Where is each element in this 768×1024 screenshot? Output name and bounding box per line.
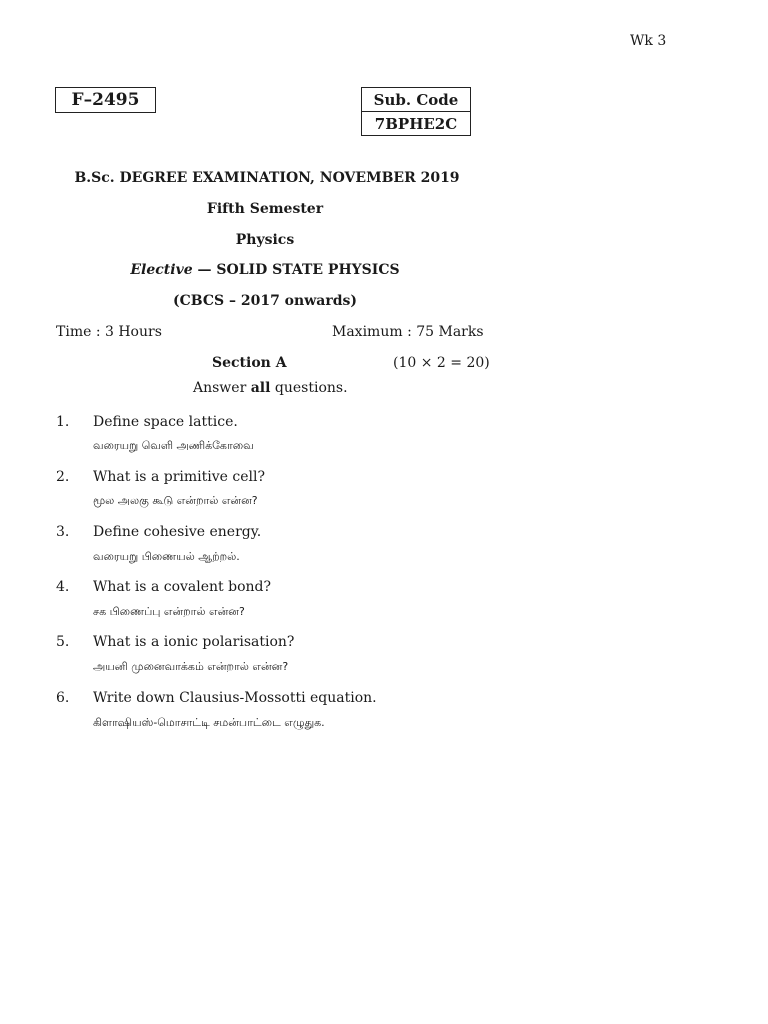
elective-title [55, 262, 475, 278]
question-number: 4. [56, 579, 70, 595]
question-english: What is a primitive cell? [93, 469, 265, 485]
scheme: (CBCS – 2017 onwards) [172, 293, 357, 309]
question-english: Define cohesive energy. [93, 524, 262, 540]
instruction-post: questions. [270, 380, 348, 396]
question-number: 6. [56, 690, 70, 706]
instruction-pre: Answer [193, 380, 251, 396]
elective-name: — SOLID STATE PHYSICS [192, 262, 400, 278]
question-tamil: கிளாஷியஸ்-மொசாட்டி சமன்பாட்டை எழுதுக. [93, 716, 325, 729]
exam-title: B.Sc. DEGREE EXAMINATION, NOVEMBER 2019 [74, 170, 460, 186]
section-heading: Section A [212, 355, 287, 371]
question-english: Write down Clausius-Mossotti equation. [93, 690, 377, 706]
subject-code-table [361, 87, 471, 136]
sub-code-value: 7BPHE2C [362, 111, 470, 135]
question-number: 3. [56, 524, 70, 540]
page-tag: Wk 3 [630, 33, 667, 49]
paper-code: F–2495 [71, 90, 140, 110]
question-tamil: அயனி முனைவாக்கம் என்றால் என்ன? [93, 660, 289, 673]
subject: Physics [235, 232, 295, 248]
maximum-marks: Maximum : 75 Marks [332, 324, 484, 340]
question-english: Define space lattice. [93, 414, 238, 430]
semester: Fifth Semester [206, 201, 324, 217]
exam-duration: Time : 3 Hours [56, 324, 162, 340]
question-tamil: மூல அலகு கூடு என்றால் என்ன? [93, 494, 258, 507]
sub-code-label: Sub. Code [373, 90, 459, 109]
section-marks: (10 × 2 = 20) [393, 355, 490, 371]
question-english: What is a ionic polarisation? [93, 634, 295, 650]
elective-prefix: Elective [130, 262, 193, 278]
instruction-bold: all [250, 380, 271, 396]
question-english: What is a covalent bond? [93, 579, 271, 595]
paper-code-box [55, 87, 156, 113]
question-number: 2. [56, 469, 70, 485]
question-tamil: வரையறு வெளி அணிக்கோவை [93, 439, 254, 452]
question-tamil: சக பிணைப்பு என்றால் என்ன? [93, 605, 245, 618]
question-number: 1. [56, 414, 70, 430]
question-number: 5. [56, 634, 70, 650]
question-tamil: வரையறு பிணையல் ஆற்றல். [93, 550, 240, 563]
section-instruction [193, 380, 348, 396]
